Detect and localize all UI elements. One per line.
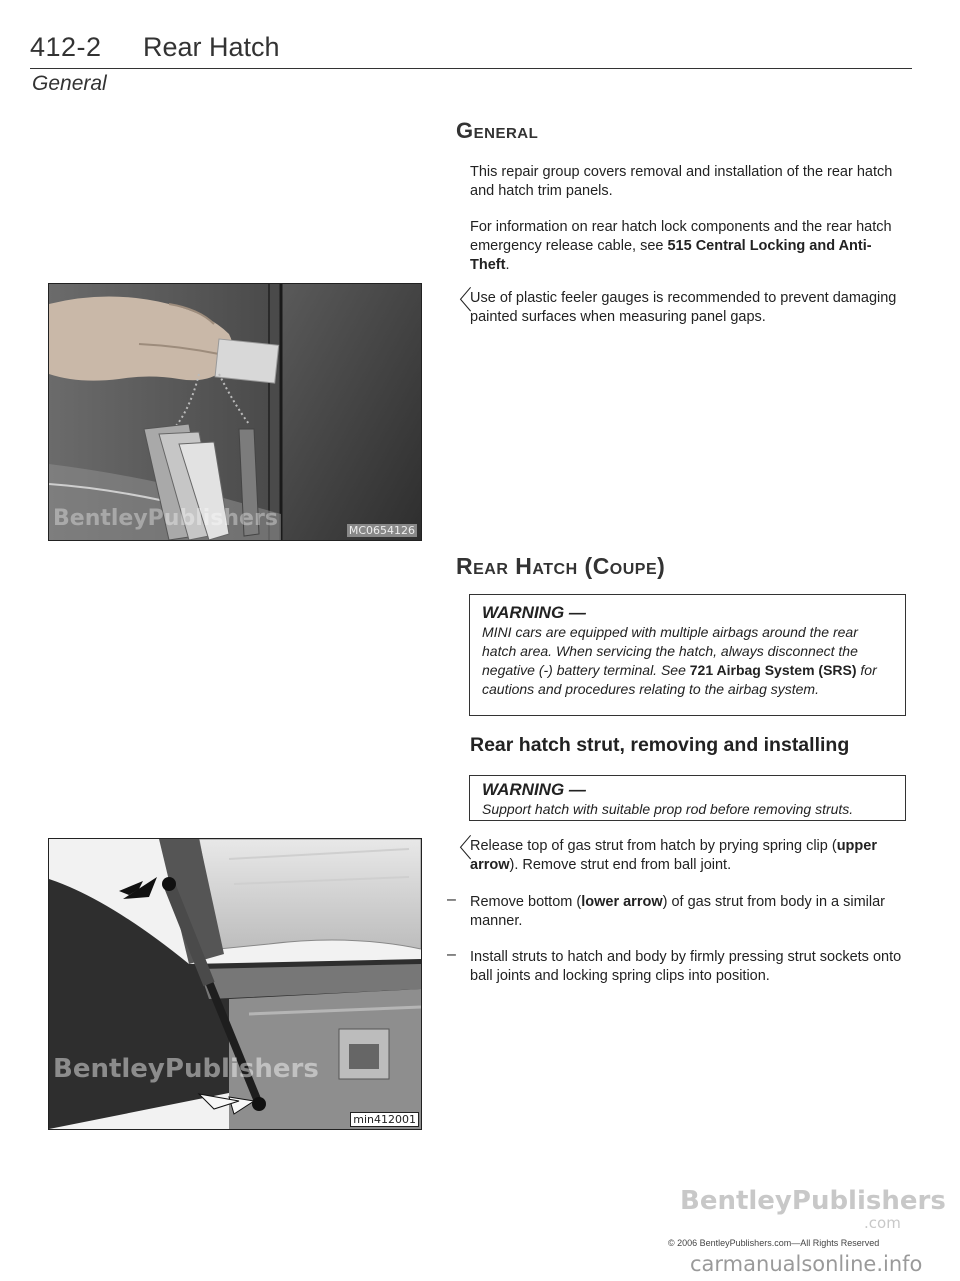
central-locking-reference: 515 Central Locking and Anti-Theft — [470, 238, 872, 273]
page-title: Rear Hatch — [143, 32, 280, 62]
strut-heading: Rear hatch strut, removing and installing — [470, 734, 850, 756]
general-paragraph-2-end: . — [505, 257, 510, 273]
strut-step-2-end: ) of gas strut from body in a similar manner. — [470, 894, 886, 929]
airbag-warning-box — [469, 594, 906, 716]
coupe-heading: Rear Hatch (Coupe) — [456, 553, 666, 579]
feeler-gauge-photo — [48, 283, 422, 541]
photo-watermark: BentleyPublishers — [53, 506, 278, 531]
dash-bullet: – — [447, 891, 456, 908]
upper-arrow-reference: upper arrow — [470, 838, 877, 873]
strut-step-2 — [470, 893, 910, 931]
warning-title: WARNING — — [482, 780, 586, 799]
header-rule — [30, 68, 912, 69]
prop-rod-warning-box — [469, 775, 906, 821]
general-paragraph-2 — [470, 218, 900, 275]
general-heading: General — [456, 118, 539, 143]
feeler-gauge-note: Use of plastic feeler gauges is recommended to prevent damaging painted surfaces when measuring panel gaps. — [470, 290, 897, 325]
footer-brand-suffix: .com — [864, 1214, 901, 1232]
airbag-warning-text-start: MINI cars are equipped with multiple airbags around the rear hatch area. When servicing the hatch, always disconnect the negative (-) battery terminal. See — [482, 624, 858, 678]
section-subtitle: General — [32, 72, 107, 95]
hatch-strut-illustration — [49, 839, 421, 1129]
prop-rod-warning-text: Support hatch with suitable prop rod before removing struts. — [482, 801, 854, 817]
airbag-warning-text — [482, 623, 893, 699]
strut-step-1-text: Release top of gas strut from hatch by prying spring clip ( — [470, 838, 837, 854]
footer-brand-logo: BentleyPublishers — [680, 1186, 946, 1216]
strut-step-3: Install struts to hatch and body by firmly pressing strut sockets onto ball joints and locking spring clips into position. — [470, 949, 902, 984]
lower-arrow-reference: lower arrow — [581, 894, 663, 910]
strut-step-2-text: Remove bottom ( — [470, 894, 582, 910]
strut-step-1-end: ). Remove strut end from ball joint. — [509, 857, 732, 873]
strut-step-1 — [470, 837, 910, 875]
general-paragraph-2-text: For information on rear hatch lock components and the rear hatch emergency release cable, see — [470, 219, 892, 254]
airbag-system-reference: 721 Airbag System (SRS) — [689, 662, 857, 678]
general-paragraph-1: This repair group covers removal and installation of the rear hatch and hatch trim panels. — [470, 164, 893, 199]
photo-watermark: BentleyPublishers — [53, 1054, 319, 1084]
dash-bullet: – — [447, 946, 456, 963]
hatch-strut-photo — [48, 838, 422, 1130]
airbag-warning-text-end: for cautions and procedures relating to the airbag system. — [482, 662, 877, 697]
page-number: 412-2 — [30, 32, 102, 62]
figure-code: MC0654126 — [348, 524, 415, 537]
feeler-gauge-illustration — [49, 284, 421, 540]
figure-code: min412001 — [350, 1112, 419, 1127]
left-pointer-icon: 〈 — [446, 285, 473, 315]
footer-copyright: © 2006 BentleyPublishers.com—All Rights Reserved — [668, 1238, 880, 1248]
left-pointer-icon: 〈 — [446, 833, 473, 863]
footer-site-watermark: carmanualsonline.info — [690, 1252, 923, 1276]
warning-title: WARNING — — [482, 603, 586, 622]
